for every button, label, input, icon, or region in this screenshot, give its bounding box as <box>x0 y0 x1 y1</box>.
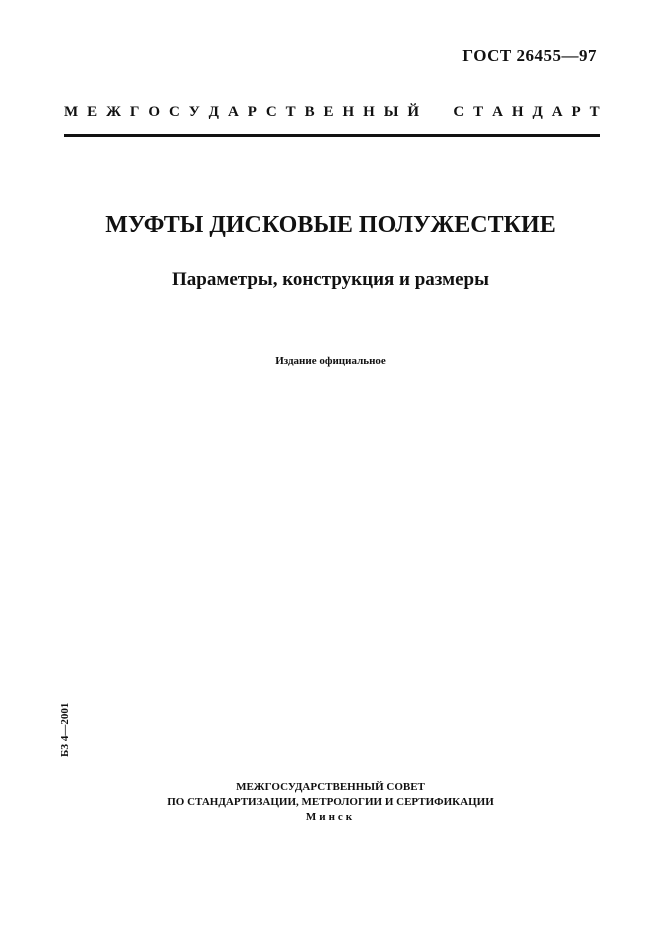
standard-type-heading <box>64 104 600 121</box>
heading-letter: Р <box>571 104 581 120</box>
heading-letter: Т <box>285 104 296 120</box>
heading-letter: Ы <box>383 104 399 120</box>
heading-letter: Й <box>407 104 420 120</box>
heading-letter: У <box>188 104 200 120</box>
heading-letter: Е <box>87 104 98 120</box>
heading-letter: Ж <box>106 104 121 120</box>
heading-letter: С <box>265 104 277 120</box>
header-divider <box>64 134 600 137</box>
heading-letter: М <box>64 104 79 120</box>
heading-letter: А <box>227 104 239 120</box>
heading-letter: В <box>304 104 315 120</box>
heading-letter: Н <box>363 104 375 120</box>
heading-letter: Г <box>129 104 140 120</box>
heading-letter: Д <box>532 104 543 120</box>
publisher-line-2: ПО СТАНДАРТИЗАЦИИ, МЕТРОЛОГИИ И СЕРТИФИКАЦИИ <box>167 796 494 808</box>
edition-note: Издание официальное <box>275 355 386 367</box>
heading-letter: Н <box>511 104 524 120</box>
heading-letter: Е <box>323 104 334 120</box>
publisher-city: Минск <box>305 811 356 823</box>
document-title: МУФТЫ ДИСКОВЫЕ ПОЛУЖЕСТКИЕ <box>105 212 556 238</box>
publisher-block <box>0 780 661 825</box>
heading-letter: А <box>551 104 563 120</box>
heading-letter: Т <box>473 104 484 120</box>
heading-letter: Д <box>208 104 219 120</box>
heading-letter: О <box>148 104 160 120</box>
side-code: БЗ 4—2001 <box>59 702 71 757</box>
heading-letter: С <box>453 104 465 120</box>
document-number: ГОСТ 26455—97 <box>462 46 597 65</box>
letter-gap <box>428 104 432 121</box>
heading-letter: Н <box>342 104 355 120</box>
document-subtitle: Параметры, конструкция и размеры <box>172 269 489 290</box>
heading-letter: Т <box>589 104 600 120</box>
letter-gap <box>441 104 445 121</box>
heading-letter: А <box>492 104 503 120</box>
publisher-line-1: МЕЖГОСУДАРСТВЕННЫЙ СОВЕТ <box>236 781 425 793</box>
heading-letter: Р <box>247 104 257 120</box>
heading-letter: С <box>168 104 180 120</box>
